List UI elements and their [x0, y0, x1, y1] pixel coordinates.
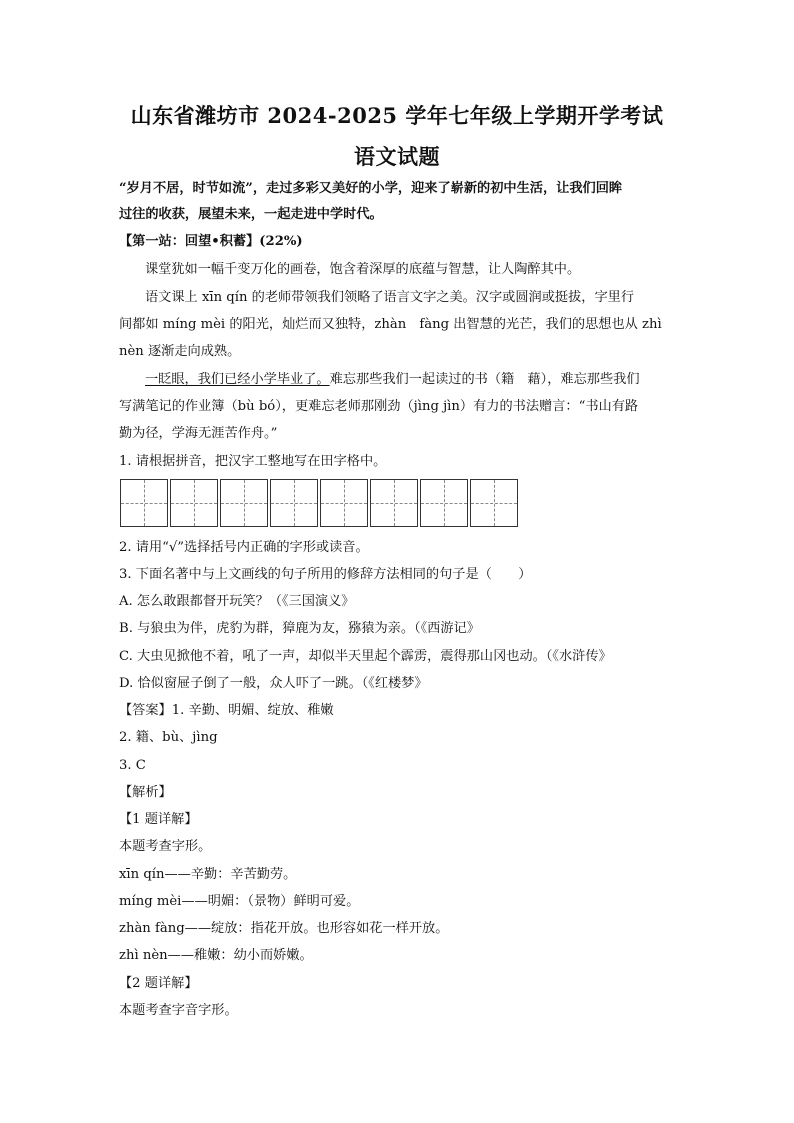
section-heading: 【第一站：回望•积蓄】(22%) [119, 234, 303, 249]
passage-paragraph-3-line-1 [145, 371, 640, 389]
q2-detail-intro: 本题考查字音字形。 [119, 1003, 238, 1018]
tianzige-cell[interactable] [470, 479, 518, 527]
underlined-sentence: 一眨眼，我们已经小学毕业了。 [145, 372, 330, 387]
tianzige-cell[interactable] [420, 479, 468, 527]
exam-subtitle: 语文试题 [354, 144, 440, 169]
passage-paragraph-3-line-2: 写满笔记的作业簿（bù bó），更难忘老师那刚劲（jìng jìn）有力的书法赠言：“书山有路 [119, 399, 639, 414]
passage-paragraph-1: 课堂犹如一幅千变万化的画卷，饱含着深厚的底蕴与智慧，让人陶醉其中。 [145, 262, 581, 277]
q2-detail-header: 【2 题详解】 [119, 976, 198, 991]
question-1: 1. 请根据拼音，把汉字工整地写在田字格中。 [119, 454, 387, 469]
question-3: 3. 下面名著中与上文画线的句子所用的修辞方法相同的句子是（ ） [119, 567, 532, 582]
paragraph-3-rest: 难忘那些我们一起读过的书（籍 藉），难忘那些我们 [329, 372, 640, 387]
option-c: C. 大虫见掀他不着，吼了一声，却似半天里起个霹雳，震得那山冈也动。（《水浒传》 [119, 649, 612, 664]
option-d: D. 恰似窗屉子倒了一般，众人吓了一跳。（《红楼梦》 [119, 676, 428, 691]
exam-title: 山东省潍坊市 2024-2025 学年七年级上学期开学考试 [130, 103, 664, 128]
passage-paragraph-2-line-1: 语文课上 xīn qín 的老师带领我们领略了语言文字之美。汉字或圆润或挺拔，字里行 [145, 290, 635, 305]
intro-line-2: 过往的收获，展望未来，一起走进中学时代。 [119, 207, 383, 222]
tianzige-cell[interactable] [370, 479, 418, 527]
answer-3: 3. C [119, 758, 146, 773]
intro-line-1: “岁月不居，时节如流”，走过多彩又美好的小学，迎来了崭新的初中生活，让我们回眸 [119, 181, 623, 196]
q1-detail-line-3: zhàn fàng——绽放：指花开放。也形容如花一样开放。 [119, 921, 449, 936]
answer-1: 【答案】1. 辛勤、明媚、绽放、稚嫩 [119, 703, 334, 718]
tianzige-cell[interactable] [270, 479, 318, 527]
question-2: 2. 请用“√”选择括号内正确的字形或读音。 [119, 540, 369, 555]
q1-detail-header: 【1 题详解】 [119, 812, 198, 827]
q1-detail-line-1: xīn qín——辛勤：辛苦勤劳。 [119, 867, 297, 882]
tianzige-grid [120, 479, 520, 527]
tianzige-cell[interactable] [170, 479, 218, 527]
analysis-header: 【解析】 [119, 785, 172, 800]
passage-paragraph-2-line-2: 间都如 míng mèi 的阳光，灿烂而又独特，zhàn fàng 出智慧的光芒，我们的思想也从 zhì [119, 317, 662, 332]
q1-detail-line-2: míng mèi——明媚：（景物）鲜明可爱。 [119, 894, 360, 909]
option-b: B. 与狼虫为伴，虎豹为群，獐鹿为友，猕猿为亲。（《西游记》 [119, 621, 480, 636]
tianzige-cell[interactable] [120, 479, 168, 527]
tianzige-cell[interactable] [320, 479, 368, 527]
option-a: A. 怎么敢跟都督开玩笑？（《三国演义》 [119, 594, 355, 609]
q1-detail-intro: 本题考查字形。 [119, 839, 212, 854]
passage-paragraph-2-line-3: nèn 逐渐走向成熟。 [119, 344, 241, 359]
passage-paragraph-3-line-3: 勤为径，学海无涯苦作舟。” [119, 426, 278, 441]
answer-2: 2. 籍、bù、jìng [119, 730, 218, 745]
tianzige-cell[interactable] [220, 479, 268, 527]
q1-detail-line-4: zhì nèn——稚嫩：幼小而娇嫩。 [119, 948, 313, 963]
